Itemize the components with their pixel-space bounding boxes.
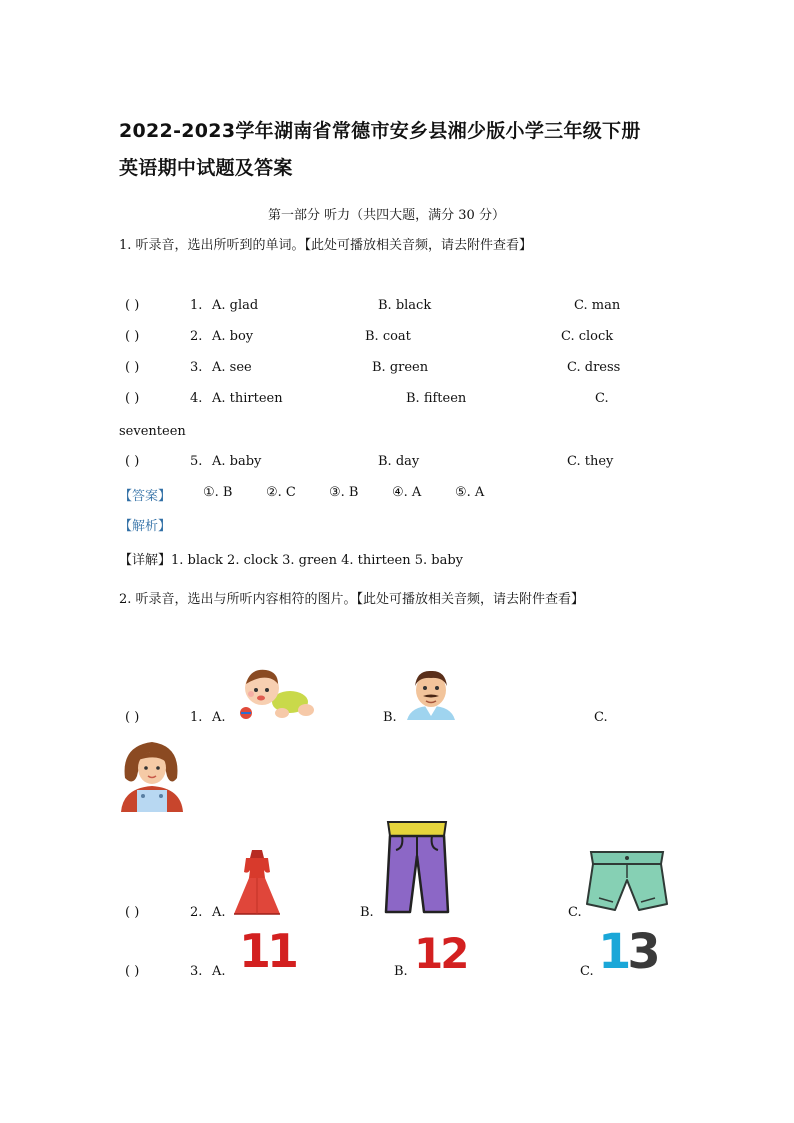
question-number: 3. — [190, 964, 203, 979]
option-c: C. — [580, 964, 594, 979]
option-c: C. dress — [567, 360, 621, 375]
option-a: A. boy — [212, 329, 254, 344]
question-number: 5. — [190, 454, 203, 469]
option-c-wrap: seventeen — [119, 424, 186, 439]
answer-blank[interactable]: ( ) — [125, 329, 140, 344]
answer-blank[interactable]: ( ) — [125, 905, 140, 920]
baby-image — [238, 660, 318, 722]
question-number: 2. — [190, 329, 203, 344]
option-c: C. — [594, 710, 608, 725]
option-b: B. day — [378, 454, 420, 469]
answer-blank[interactable]: ( ) — [125, 360, 140, 375]
option-a: A. thirteen — [212, 391, 283, 406]
answer-4: ④. A — [392, 485, 422, 500]
answer-2: ②. C — [266, 485, 296, 500]
question-number: 4. — [190, 391, 203, 406]
shorts-image — [585, 848, 669, 914]
option-a: A. see — [212, 360, 252, 375]
option-a: A. — [212, 964, 226, 979]
dress-image — [232, 848, 282, 916]
option-b: B. — [394, 964, 408, 979]
trousers-image — [382, 820, 452, 916]
answer-3: ③. B — [329, 485, 359, 500]
answer-blank[interactable]: ( ) — [125, 710, 140, 725]
number-11-image: 11 — [239, 924, 296, 978]
option-a: A. baby — [212, 454, 262, 469]
option-b: B. fifteen — [406, 391, 467, 406]
question-number: 1. — [190, 710, 203, 725]
page-title-line2: 英语期中试题及答案 — [119, 157, 293, 179]
father-image — [403, 666, 459, 720]
option-b: B. green — [372, 360, 429, 375]
option-b: B. coat — [365, 329, 411, 344]
answer-1: ①. B — [203, 485, 233, 500]
option-b: B. black — [378, 298, 432, 313]
option-c: C. — [595, 391, 609, 406]
option-a: A. — [212, 710, 226, 725]
question-number: 2. — [190, 905, 203, 920]
answer-blank[interactable]: ( ) — [125, 298, 140, 313]
number-13-image: 13 — [598, 924, 657, 980]
number-12-image: 12 — [414, 929, 467, 978]
answer-blank[interactable]: ( ) — [125, 454, 140, 469]
option-b: B. — [360, 905, 374, 920]
question-number: 1. — [190, 298, 203, 313]
option-c: C. clock — [561, 329, 614, 344]
question-number: 3. — [190, 360, 203, 375]
detail-text: 【详解】1. black 2. clock 3. green 4. thirteen 5. baby — [119, 553, 464, 568]
answer-blank[interactable]: ( ) — [125, 391, 140, 406]
section-header: 第一部分 听力（共四大题，满分 30 分） — [268, 208, 505, 223]
mother-image — [119, 738, 185, 812]
option-b: B. — [383, 710, 397, 725]
option-c: C. man — [574, 298, 621, 313]
page-title-line1: 2022-2023学年湖南省常德市安乡县湘少版小学三年级下册 — [119, 120, 641, 142]
option-a: A. — [212, 905, 226, 920]
analysis-label: 【解析】 — [119, 519, 172, 534]
answer-blank[interactable]: ( ) — [125, 964, 140, 979]
option-c: C. they — [567, 454, 614, 469]
option-a: A. glad — [212, 298, 259, 313]
answer-5: ⑤. A — [455, 485, 485, 500]
q1-instruction: 1. 听录音，选出所听到的单词。【此处可播放相关音频，请去附件查看】 — [119, 238, 533, 253]
answer-label: 【答案】 — [119, 489, 172, 504]
q2-instruction: 2. 听录音，选出与所听内容相符的图片。【此处可播放相关音频，请去附件查看】 — [119, 592, 585, 607]
option-c: C. — [568, 905, 582, 920]
